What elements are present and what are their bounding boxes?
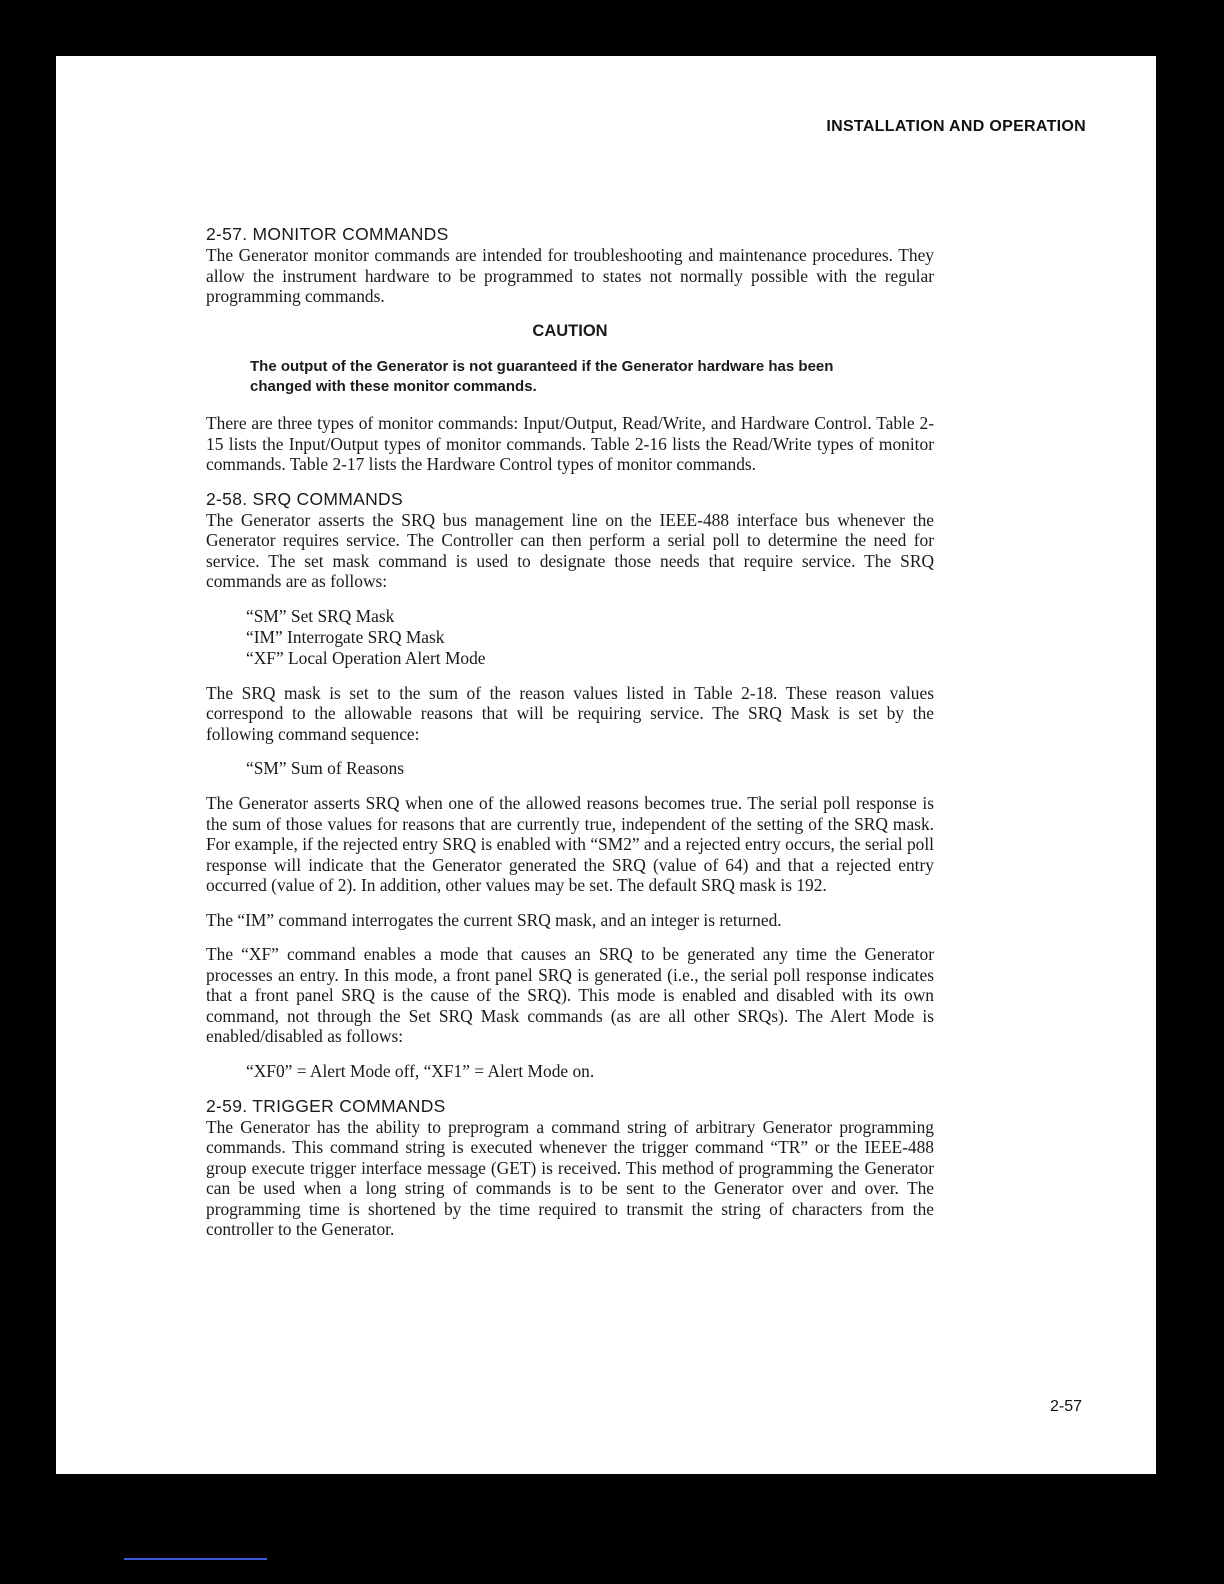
command-item: “IM” Interrogate SRQ Mask [246,626,445,647]
page-number: 2-57 [1049,1398,1082,1415]
binder-hole [28,1320,38,1362]
document-page [56,56,1156,1474]
command-sequence [206,758,934,779]
binder-hole [28,232,38,274]
binder-hole [28,668,38,710]
binder-hole [28,958,38,1000]
binder-hole [28,524,38,566]
section-heading: 2-57. MONITOR COMMANDS [206,224,449,244]
binder-hole [28,1102,38,1144]
section-heading: 2-59. TRIGGER COMMANDS [206,1095,446,1116]
command-item: “XF0” = Alert Mode off, “XF1” = Alert Mode on. [246,1060,595,1081]
binder-hole [28,376,38,418]
paragraph: The “IM” command interrogates the current SRQ mask, and an integer is returned. [206,909,782,930]
binder-hole [28,1246,38,1288]
section-monitor-commands [206,224,934,475]
section-heading: 2-58. SRQ COMMANDS [206,488,403,509]
paragraph: The “XF” command enables a mode that causes an SRQ to be generated any time the Generator processes an entry. In this mode, a front panel SRQ is generated (i.e., the serial poll response indicates that a front panel SRQ is the cause of the SRQ). This mode is enabled and disabled with its own command, not through the Set SRQ Mask commands (as are all other SRQs). The Alert Mode is enabled/disabled as follows: [206,944,934,1046]
command-item: “SM” Sum of Reasons [246,758,404,778]
command-item: “XF” Local Operation Alert Mode [246,647,486,668]
paragraph: The SRQ mask is set to the sum of the reason values listed in Table 2-18. These reason values correspond to the allowable reasons that will be requiring service. The SRQ Mask is set by the following command sequence: [206,682,934,744]
binder-hole [28,452,38,494]
binder-hole [28,88,38,130]
command-item: “SM” Set SRQ Mask [246,605,395,626]
caution-title: CAUTION [532,321,608,340]
page-content [206,224,934,1254]
binder-hole [28,160,38,202]
binder-hole [28,1394,38,1436]
binder-hole [28,812,38,854]
binder-hole [28,740,38,782]
command-list [206,606,934,669]
command-sequence [206,1061,934,1082]
running-header: INSTALLATION AND OPERATION [826,118,1086,135]
paragraph: The Generator asserts SRQ when one of the allowed reasons becomes true. The serial poll response is the sum of those values for reasons that are currently true, independent of the setting of the SRQ mask. For example, if the rejected entry SRQ is enabled with “SM2” and a rejected entry occurs, the serial poll response will indicate that the Generator generated the SRQ (value of 64) and that a rejected entry occurred (value of 2). In addition, other values may be set. The default SRQ mask is 192. [206,793,934,895]
section-srq-commands [206,489,934,1082]
caution-text: The output of the Generator is not guaranteed if the Generator hardware has been changed with these monitor commands. [250,358,834,395]
binder-hole [28,304,38,346]
binder-hole [28,596,38,638]
binder-hole [28,1174,38,1216]
paragraph: The Generator asserts the SRQ bus management line on the IEEE-488 interface bus whenever the Generator requires service. The Controller can then perform a serial poll to determine the need for service. The set mask command is used to designate those needs that require service. The SRQ commands are as follows: [206,509,934,591]
paragraph: The Generator monitor commands are intended for troubleshooting and maintenance procedures. They allow the instrument hardware to be programmed to states not normally possible with the regular programming commands. [206,245,934,306]
paragraph: There are three types of monitor commands: Input/Output, Read/Write, and Hardware Control. Table 2-15 lists the Input/Output types of monitor commands. Table 2-16 lists the Read/Write types of monitor commands. Table 2-17 lists the Hardware Control types of monitor commands. [206,413,934,474]
binder-hole [28,1030,38,1072]
scan-artifact-bar [124,1558,267,1560]
binder-hole [28,884,38,926]
paragraph: The Generator has the ability to preprogram a command string of arbitrary Generator programming commands. This command string is executed whenever the trigger command “TR” or the IEEE-488 group execute trigger interface message (GET) is received. This method of programming the Generator can be used when a long string of commands is to be sent to the Generator over and over. The programming time is shortened by the time required to transmit the string of characters from the controller to the Generator. [206,1116,934,1239]
section-trigger-commands [206,1096,934,1240]
